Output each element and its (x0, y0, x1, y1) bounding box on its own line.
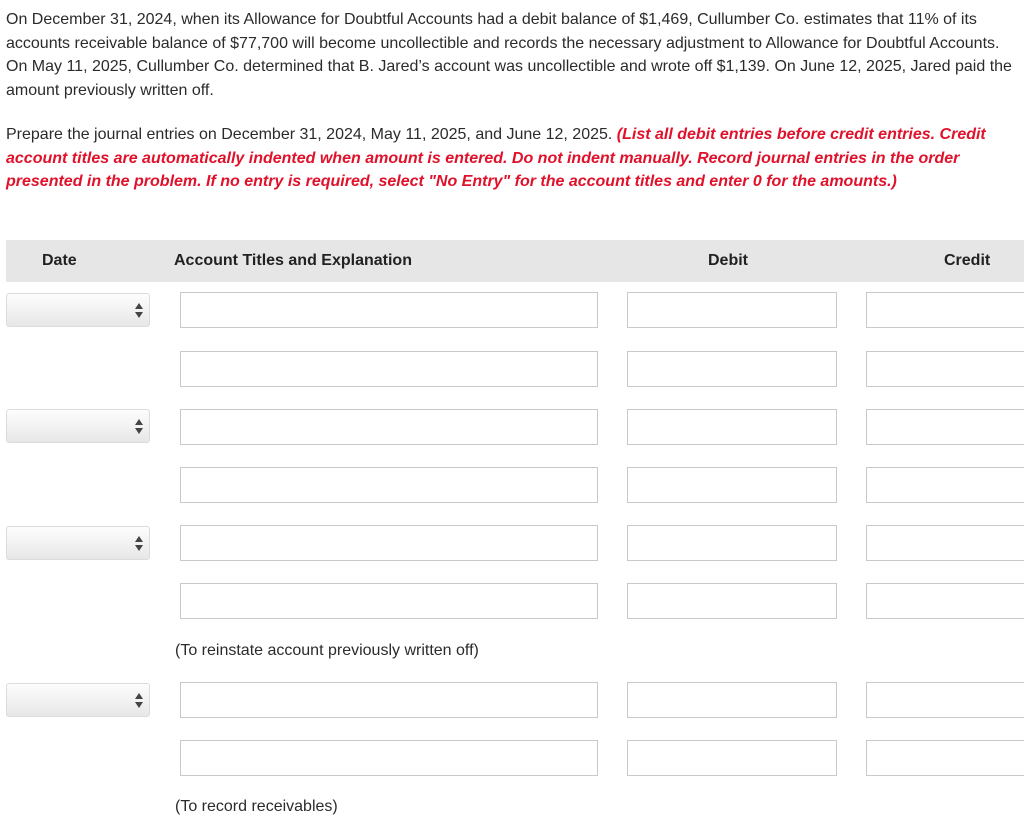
debit-column-header: Debit (708, 252, 748, 269)
account-title-input-4[interactable] (180, 467, 598, 503)
instructions-note: (List all debit entries before credit entries. Credit account titles are automatically indented when amount is entered. Do not indent manually. Record journal entries in the order presented in the problem. If no entry is required, select "No Entry" for the account titles and enter 0 for the amounts.) (6, 126, 986, 190)
date-select-4[interactable] (6, 683, 150, 717)
credit-input-6[interactable] (866, 583, 1024, 619)
select-arrows-icon (135, 536, 143, 552)
select-arrows-icon (135, 693, 143, 709)
account-column-header: Account Titles and Explanation (174, 252, 412, 269)
date-select-3[interactable] (6, 526, 150, 560)
select-arrows-icon (135, 419, 143, 435)
credit-input-3[interactable] (866, 409, 1024, 445)
debit-input-5[interactable] (627, 525, 837, 561)
account-title-input-3[interactable] (180, 409, 598, 445)
instructions (6, 123, 1018, 194)
instructions-lead: Prepare the journal entries on December 31, 2024, May 11, 2025, and June 12, 2025. (6, 126, 617, 143)
credit-input-4[interactable] (866, 467, 1024, 503)
account-title-input-7[interactable] (180, 682, 598, 718)
debit-input-6[interactable] (627, 583, 837, 619)
credit-input-5[interactable] (866, 525, 1024, 561)
debit-input-2[interactable] (627, 351, 837, 387)
date-select-2[interactable] (6, 409, 150, 443)
credit-input-2[interactable] (866, 351, 1024, 387)
debit-input-8[interactable] (627, 740, 837, 776)
date-select-1[interactable] (6, 293, 150, 327)
entry-explanation-2: (To record receivables) (175, 798, 338, 815)
credit-input-7[interactable] (866, 682, 1024, 718)
credit-column-header: Credit (944, 252, 991, 269)
account-title-input-1[interactable] (180, 292, 598, 328)
debit-input-1[interactable] (627, 292, 837, 328)
credit-input-8[interactable] (866, 740, 1024, 776)
debit-input-7[interactable] (627, 682, 837, 718)
select-arrows-icon (135, 303, 143, 319)
account-title-input-5[interactable] (180, 525, 598, 561)
account-title-input-2[interactable] (180, 351, 598, 387)
debit-input-4[interactable] (627, 467, 837, 503)
journal-table-header (6, 240, 1024, 282)
credit-input-1[interactable] (866, 292, 1024, 328)
account-title-input-6[interactable] (180, 583, 598, 619)
account-title-input-8[interactable] (180, 740, 598, 776)
entry-explanation-1: (To reinstate account previously written off) (175, 642, 479, 659)
debit-input-3[interactable] (627, 409, 837, 445)
problem-statement: On December 31, 2024, when its Allowance for Doubtful Accounts had a debit balance of $1,469, Cullumber Co. estimates that 11% of its accounts receivable balance of $77,700 will become uncollectible and records the necessary adjustment to Allowance for Doubtful Accounts. On May 11, 2025, Cullumber Co. determined that B. Jared’s account was uncollectible and wrote off $1,139. On June 12, 2025, Jared paid the amount previously written off. (6, 11, 1012, 99)
date-column-header: Date (42, 252, 77, 269)
